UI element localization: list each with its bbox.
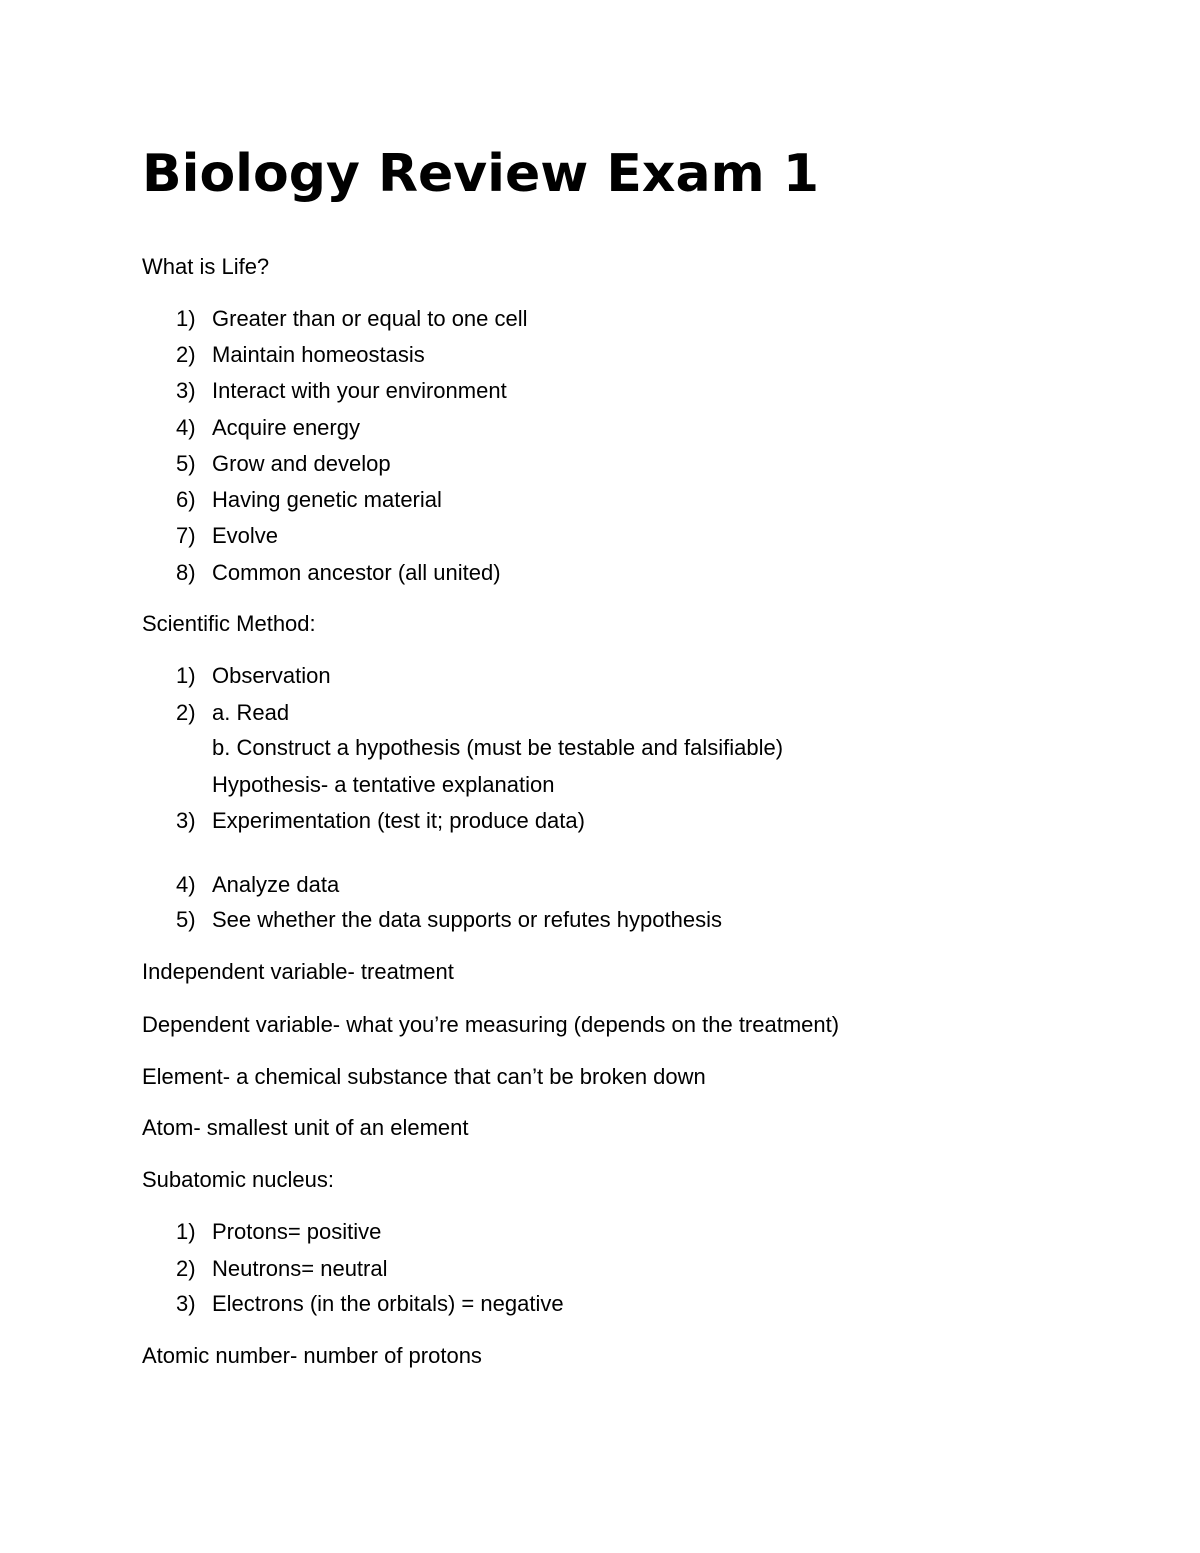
- list-item: Experimentation (test it; produce data): [212, 808, 585, 833]
- section-heading-subatomic: Subatomic nucleus:: [142, 1167, 334, 1192]
- list-item: Protons= positive: [212, 1219, 382, 1244]
- list-item-continuation: b. Construct a hypothesis (must be testable and falsifiable): [212, 735, 784, 760]
- list-number: 1): [176, 306, 196, 331]
- list-number: 3): [176, 1291, 196, 1316]
- list-number: 7): [176, 523, 196, 548]
- list-item: a. Read: [212, 700, 290, 725]
- section-heading-life: What is Life?: [142, 254, 270, 279]
- definition-atom: Atom- smallest unit of an element: [142, 1115, 469, 1140]
- list-item: Neutrons= neutral: [212, 1256, 388, 1281]
- list-number: 8): [176, 560, 196, 585]
- list-item: See whether the data supports or refutes hypothesis: [212, 907, 722, 932]
- list-number: 2): [176, 700, 196, 725]
- list-number: 2): [176, 342, 196, 367]
- list-number: 5): [176, 907, 196, 932]
- list-item: Maintain homeostasis: [212, 342, 425, 367]
- list-number: 3): [176, 808, 196, 833]
- list-item: Evolve: [212, 523, 279, 548]
- definition-dependent-variable: Dependent variable- what you’re measuring (depends on the treatment): [142, 1012, 840, 1037]
- definition-element: Element- a chemical substance that can’t be broken down: [142, 1064, 706, 1089]
- list-item: Observation: [212, 663, 331, 688]
- list-number: 2): [176, 1256, 196, 1281]
- list-number: 1): [176, 663, 196, 688]
- list-number: 3): [176, 378, 196, 403]
- list-item: Having genetic material: [212, 487, 442, 512]
- list-number: 6): [176, 487, 196, 512]
- list-item-continuation: Hypothesis- a tentative explanation: [212, 772, 555, 797]
- list-number: 5): [176, 451, 196, 476]
- list-number: 1): [176, 1219, 196, 1244]
- list-item: Greater than or equal to one cell: [212, 306, 528, 331]
- list-item: Electrons (in the orbitals) = negative: [212, 1291, 564, 1316]
- definition-independent-variable: Independent variable- treatment: [142, 959, 454, 984]
- list-number: 4): [176, 415, 196, 440]
- list-item: Common ancestor (all united): [212, 560, 501, 585]
- section-heading-method: Scientific Method:: [142, 611, 316, 636]
- document-title: Biology Review Exam 1: [142, 144, 820, 204]
- definition-atomic-number: Atomic number- number of protons: [142, 1343, 482, 1368]
- list-item: Interact with your environment: [212, 378, 507, 403]
- list-item: Analyze data: [212, 872, 340, 897]
- list-item: Grow and develop: [212, 451, 391, 476]
- list-item: Acquire energy: [212, 415, 360, 440]
- list-number: 4): [176, 872, 196, 897]
